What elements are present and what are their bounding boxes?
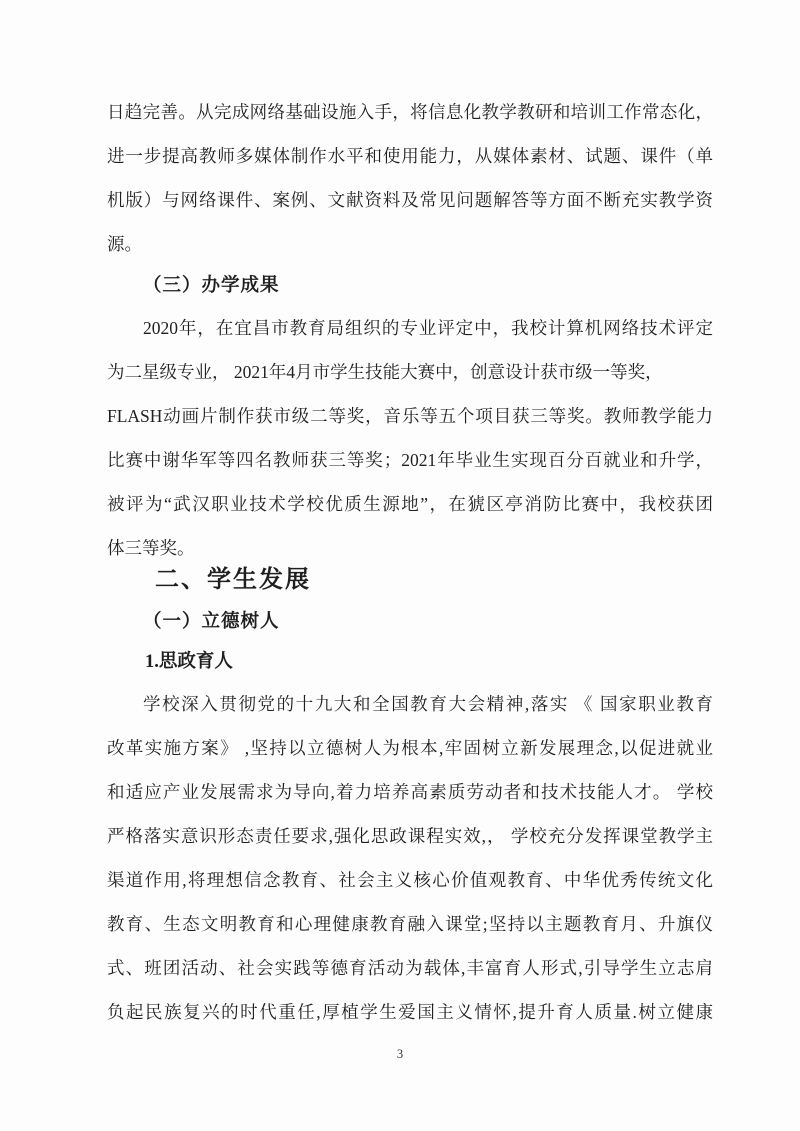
heading-sub-1-ideological-education: 1.思政育人 [145,652,233,672]
text-line: 教育、生态文明教育和心理健康教育融入课堂;坚持以主题教育月、升旗仪 [107,914,713,934]
text-line: 日趋完善。从完成网络基础设施入手，将信息化教学教研和培训工作常态化， [107,102,713,122]
text-line: 机版）与网络课件、案例、文献资料及常见问题解答等方面不断充实教学资 [107,190,713,210]
text-line: 为二星级专业， 2021年4月市学生技能大赛中，创意设计获市级一等奖， [107,362,663,382]
text-line: 学校深入贯彻党的十九大和全国教育大会精神,落实 《 国家职业教育 [143,694,713,714]
para-informatization-continued [107,90,713,266]
text-line: 体三等奖。 [107,538,195,558]
para-ideological-education [107,682,713,1034]
text-line: 进一步提高教师多媒体制作水平和使用能力，从媒体素材、试题、课件（单 [107,146,713,166]
text-line: 严格落实意识形态责任要求,强化思政课程实效,， 学校充分发挥课堂教学主 [107,826,713,846]
text-line: 2020年，在宜昌市教育局组织的专业评定中，我校计算机网络技术评定 [143,318,713,338]
heading-section-1-moral-education: （一）立德树人 [143,612,280,632]
text-line: 改革实施方案》 ,坚持以立德树人为根本,牢固树立新发展理念,以促进就业 [107,738,713,758]
heading-chapter-2-student-development: 二、学生发展 [155,566,311,593]
page-number: 3 [396,1047,404,1061]
text-line: 负起民族复兴的时代重任,厚植学生爱国主义情怀,提升育人质量.树立健康 [107,1002,713,1022]
heading-section-3-school-achievements: （三）办学成果 [143,276,280,296]
text-line: 比赛中谢华军等四名教师获三等奖；2021年毕业生实现百分百就业和升学， [107,450,713,470]
text-line: 渠道作用,将理想信念教育、社会主义核心价值观教育、中华优秀传统文化 [107,870,713,890]
text-line: FLASH动画片制作获市级二等奖，音乐等五个项目获三等奖。教师教学能力 [107,406,713,426]
para-school-achievements [107,306,713,570]
text-line: 和适应产业发展需求为导向,着力培养高素质劳动者和技术技能人才。 学校 [107,782,713,802]
text-line: 被评为“武汉职业技术学校优质生源地”，在猇区亭消防比赛中，我校获团 [107,494,713,514]
text-line: 式、班团活动、社会实践等德育活动为载体,丰富育人形式,引导学生立志肩 [107,958,713,978]
text-line: 源。 [107,234,142,254]
